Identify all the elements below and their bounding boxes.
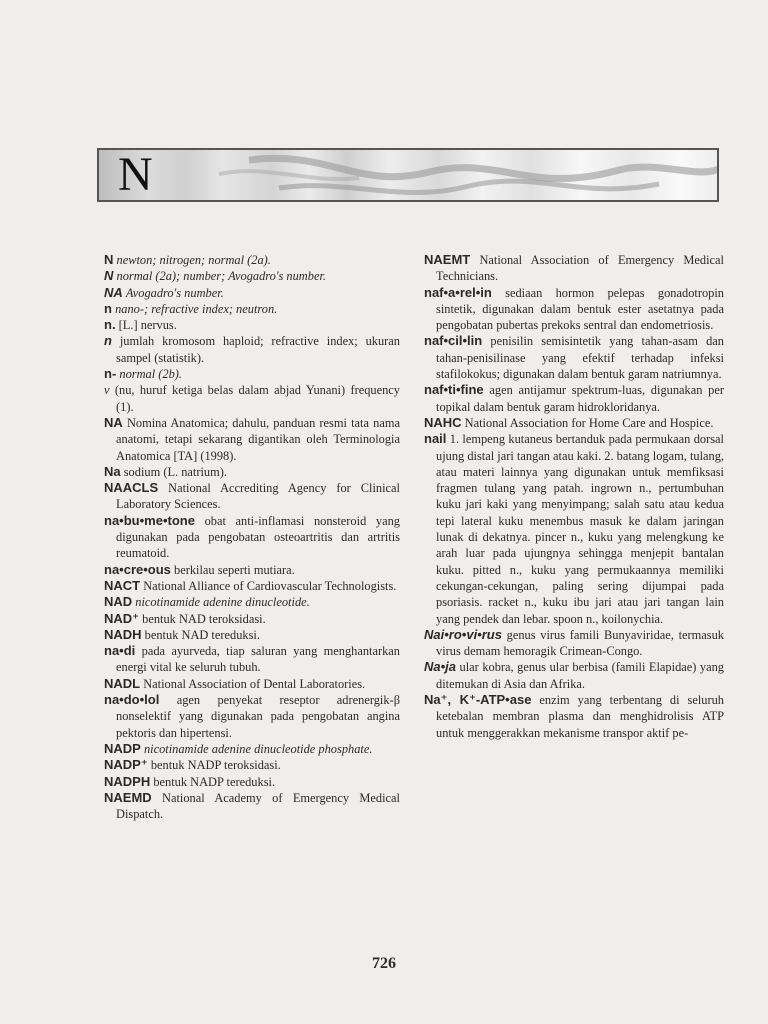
definition: bentuk NADP teroksidasi. xyxy=(150,758,281,773)
definition: jumlah kromosom haploid; refractive index; ukuran sampel (statistik). xyxy=(116,334,400,365)
headword: Nai•ro•vi•rus xyxy=(424,626,502,642)
headword: NADP xyxy=(104,740,141,756)
entry-naja xyxy=(424,659,724,692)
headword: n- xyxy=(104,366,117,382)
definition: National Association for Home Care and Hospice. xyxy=(464,415,714,430)
headword: n xyxy=(104,333,112,349)
definition: normal (2b). xyxy=(119,367,183,382)
entry-N-italic xyxy=(104,268,400,284)
entry-NADH xyxy=(104,627,400,643)
headword: NAD xyxy=(104,594,133,610)
headword: NAACLS xyxy=(104,480,159,496)
definition: normal (2a); number; Avogadro's number. xyxy=(116,269,326,284)
definition: sodium (L. natrium). xyxy=(123,464,227,479)
headword: NADPH xyxy=(104,773,151,789)
headword: na•bu•me•tone xyxy=(104,512,195,528)
definition: berkilau seperti mutiara. xyxy=(174,562,295,577)
entry-nacreous xyxy=(104,562,400,578)
entry-NADP xyxy=(104,741,400,757)
entry-nail xyxy=(424,431,724,627)
entry-NAD xyxy=(104,594,400,610)
entry-naftifine xyxy=(424,382,724,415)
entry-NAD-plus xyxy=(104,611,400,627)
entry-nafcillin xyxy=(424,333,724,382)
headword: naf•cil•lin xyxy=(424,333,483,349)
definition: Avogadro's number. xyxy=(125,285,224,300)
definition: newton; nitrogen; normal (2a). xyxy=(116,253,271,267)
entry-NAACLS xyxy=(104,480,400,513)
headword: nail xyxy=(424,431,447,447)
headword: NADH xyxy=(104,626,142,642)
entry-n-italic xyxy=(104,333,400,366)
definition: pada ayurveda, tiap saluran yang menghantarkan energi vital ke seluruh tubuh. xyxy=(116,644,400,675)
headword: naf•a•rel•in xyxy=(424,284,492,300)
headword: na•cre•ous xyxy=(104,561,171,577)
definition: bentuk NAD tereduksi. xyxy=(144,627,260,642)
definition: bentuk NAD teroksidasi. xyxy=(142,611,266,626)
headword: NAEMT xyxy=(424,252,471,267)
headword: NACT xyxy=(104,577,141,593)
entry-NAHC xyxy=(424,415,724,431)
definition: National Accrediting Agency for Clinical Laboratory Sciences. xyxy=(116,481,400,512)
definition: penisilin semisintetik yang tahan-asam dan tahan-penisilinase yang efektif terhadap infeksi stafilokokus; digunakan dalam bentuk garam natriumnya. xyxy=(436,334,724,382)
headword: NAEMD xyxy=(104,789,152,805)
entry-nadi xyxy=(104,643,400,676)
headword: N xyxy=(104,252,114,267)
headword: N xyxy=(104,268,114,284)
definition: (nu, huruf ketiga belas dalam abjad Yunani) frequency (1). xyxy=(114,383,400,414)
headword: Na•ja xyxy=(424,659,457,675)
banner-texture xyxy=(99,150,719,202)
definition: ular kobra, genus ular berbisa (famili Elapidae) yang ditemukan di Asia dan Afrika. xyxy=(436,660,724,691)
headword: NA xyxy=(104,414,123,430)
definition: National Association of Dental Laboratories. xyxy=(143,676,366,691)
headword: na•di xyxy=(104,643,136,659)
definition: National Association of Emergency Medical Technicians. xyxy=(436,253,724,284)
page-number: 726 xyxy=(372,955,396,972)
definition: enzim yang terbentang di seluruh ketebalan membran plasma dan menghidrolisis ATP untuk menggerakkan mekanisme transpor aktif pe- xyxy=(436,693,724,740)
headword: na•do•lol xyxy=(104,692,160,708)
entry-NAEMD xyxy=(104,790,400,823)
headword: naf•ti•fine xyxy=(424,382,484,398)
headword: NAHC xyxy=(424,414,462,430)
headword: n xyxy=(104,300,112,316)
headword: NA xyxy=(104,284,123,300)
entry-N xyxy=(104,252,400,268)
entry-n-dot xyxy=(104,317,400,333)
entry-nabumetone xyxy=(104,513,400,562)
entry-atpase xyxy=(424,692,724,741)
entry-nadolol xyxy=(104,692,400,741)
definition: agen antijamur spektrum-luas, digunakan per topikal dalam bentuk garam hidrokloridanya. xyxy=(436,383,724,414)
definition: genus virus famili Bunyaviridae, termasuk virus demam hemoragik Crimean-Congo. xyxy=(436,627,724,659)
entry-n-dash xyxy=(104,366,400,382)
definition: National Alliance of Cardiovascular Technologists. xyxy=(143,578,397,593)
entry-NADP-plus xyxy=(104,757,400,773)
section-letter: N xyxy=(118,148,153,201)
headword: NADP⁺ xyxy=(104,757,148,773)
entry-NADL xyxy=(104,676,400,692)
entry-NA-sub xyxy=(104,285,400,301)
headword: ν xyxy=(104,383,110,398)
headword: NAD⁺ xyxy=(104,610,140,626)
definition: Nomina Anatomica; dahulu, panduan resmi tata nama anatomi, tetapi sekarang digantikan oleh Terminologia Anatomica [TA] (1998). xyxy=(116,415,400,463)
definition: [L.] nervus. xyxy=(118,318,177,333)
entry-NA xyxy=(104,415,400,464)
letter-banner xyxy=(97,148,719,202)
entry-nafarelin xyxy=(424,285,724,334)
definition: bentuk NADP tereduksi. xyxy=(153,774,276,789)
definition: nano-; refractive index; neutron. xyxy=(115,301,278,316)
definition: 1. lempeng kutaneus bertanduk pada permukaan dorsal ujung distal jari tangan atau kaki. 2. batang logam, tulang, atau materi lainnya yang digunakan untuk memfiksasi fragmen tulang yang patah. ingrown n., pertumbuhan kuku jari kaki yang menyimpang; salah satu atau kedua tepi lateral kuku menembus masuk ke dalam jaringan lunak di dekatnya. pincer n., kuku yang melengkung ke arah luar pada ujungnya sehingga menjepit bantalan kuku. pitted n., kuku yang permukaannya memiliki cekungan-cekungan, paling sering dijumpai pada psoriasis. racket n., kuku ibu jari atau jari tangan lain yang pendek dan lebar. spoon n., koilonychia. xyxy=(436,432,725,626)
entry-NACT xyxy=(104,578,400,594)
definition: nicotinamide adenine dinucleotide phosphate. xyxy=(143,741,373,756)
definition: sediaan hormon pelepas gonadotropin sintetik, digunakan dalam bentuk ester asetatnya pada pengobatan pubertas prekoks sentral dan endometriosis. xyxy=(436,285,724,333)
right-column xyxy=(424,252,724,741)
entry-NADPH xyxy=(104,774,400,790)
definition: agen penyekat reseptor adrenergik-β nonselektif yang digunakan pada pengobatan angina pektoris dan hipertensi. xyxy=(116,693,400,740)
definition: nicotinamide adenine dinucleotide. xyxy=(135,595,310,610)
entry-nu xyxy=(104,382,400,415)
headword: NADL xyxy=(104,675,141,691)
headword: n. xyxy=(104,317,116,333)
headword: Na xyxy=(104,463,121,479)
entry-n xyxy=(104,301,400,317)
definition: obat anti-inflamasi nonsteroid yang digunakan pada pengobatan osteoartritis dan artritis reumatoid. xyxy=(116,513,400,561)
definition: National Academy of Emergency Medical Dispatch. xyxy=(116,790,400,822)
headword: Na⁺, K⁺-ATP•ase xyxy=(424,692,532,708)
entry-NAEMT xyxy=(424,252,724,285)
left-column xyxy=(104,252,400,822)
entry-Na xyxy=(104,464,400,480)
entry-nairovirus xyxy=(424,627,724,660)
